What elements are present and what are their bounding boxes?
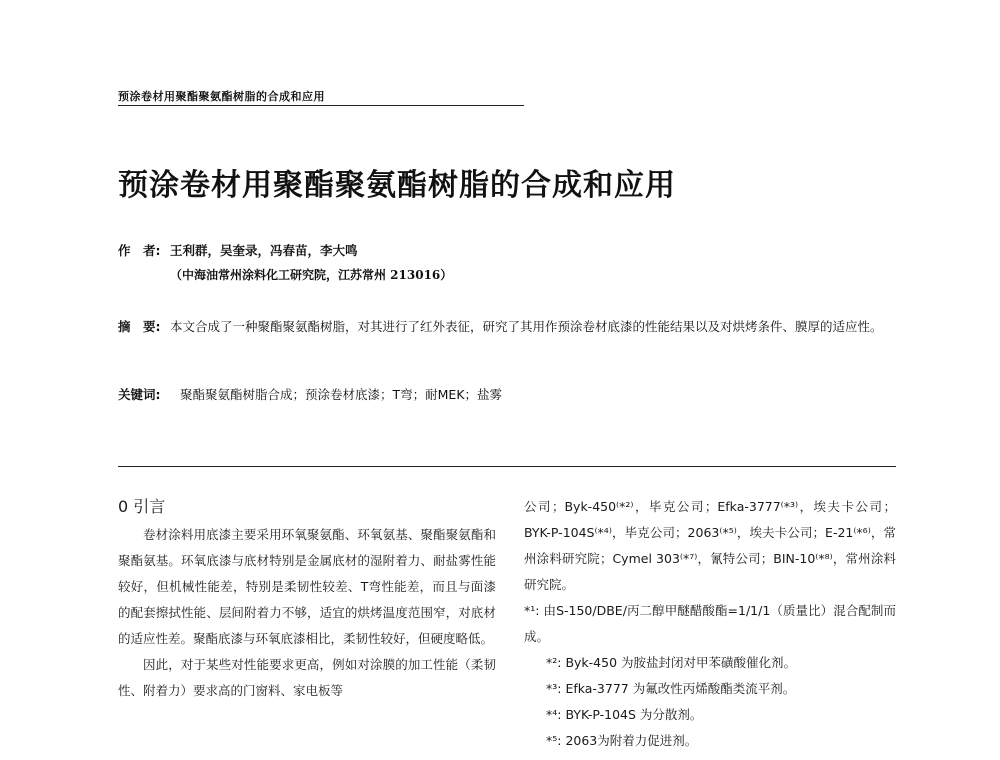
authors-label: 作 者:	[118, 243, 161, 258]
abstract-row	[118, 316, 898, 338]
intro-paragraph-1: 卷材涂料用底漆主要采用环氧聚氨酯、环氧氨基、聚酯聚氨酯和聚酯氨基。环氧底漆与底材特别是金属底材的湿附着力、耐盐雾性能较好，但机械性能差，特别是柔韧性较差、T弯性能差，而且与面漆的配套擦拭性能、层间附着力不够，适宜的烘烤温度范围窄，对底材的适应性差。聚酯底漆与环氧底漆相比，柔韧性较好，但硬度略低。	[118, 527, 496, 646]
section-rule	[118, 466, 896, 467]
author-names: 王利群，吴奎录，冯春苗，李大鸣	[170, 243, 358, 258]
running-header: 预涂卷材用聚酯聚氨酯树脂的合成和应用	[118, 90, 325, 103]
abstract-text: 本文合成了一种聚酯聚氨酯树脂，对其进行了红外表征，研究了其用作预涂卷材底漆的性能结果以及对烘烤条件、膜厚的适应性。	[170, 319, 883, 334]
footnote-1: *¹: 由S-150/DBE/丙二醇甲醚醋酸酯=1/1/1（质量比）混合配制而成。	[524, 603, 896, 644]
intro-paragraph-2: 因此，对于某些对性能要求更高，例如对涂膜的加工性能（柔韧性、附着力）要求高的门窗料、家电板等	[118, 657, 496, 698]
affiliation: （中海油常州涂料化工研究院，江苏常州 213016）	[170, 268, 453, 282]
authors-row	[118, 240, 358, 262]
footnote-5: *⁵: 2063为附着力促进剂。	[546, 733, 698, 748]
footnote-2: *²: Byk-450 为胺盐封闭对甲苯磺酸催化剂。	[546, 655, 797, 670]
keywords-text: 聚酯聚氨酯树脂合成；预涂卷材底漆；T弯；耐MEK；盐雾	[180, 387, 503, 402]
paper-title: 预涂卷材用聚酯聚氨酯树脂的合成和应用	[118, 168, 676, 203]
section-heading: 0 引言	[118, 497, 166, 516]
footnote-4: *⁴: BYK-P-104S 为分散剂。	[546, 707, 703, 722]
header-rule	[118, 105, 524, 106]
keywords-row	[118, 384, 502, 406]
right-column	[524, 494, 896, 754]
left-column	[118, 494, 496, 704]
footnote-3: *³: Efka-3777 为氟改性丙烯酸酯类流平剂。	[546, 681, 796, 696]
abstract-label: 摘 要:	[118, 319, 161, 334]
keywords-label: 关键词:	[118, 387, 161, 402]
materials-list: 公司；Byk-450⁽*²⁾，毕克公司；Efka-3777⁽*³⁾，埃夫卡公司；BYK-P-104S⁽*⁴⁾，毕克公司；2063⁽*⁵⁾，埃夫卡公司；E-21⁽*⁶⁾，常州涂料研究院；Cymel 303⁽*⁷⁾，氰特公司；BIN-10⁽*⁸⁾，常州涂料研究院。	[524, 499, 896, 592]
